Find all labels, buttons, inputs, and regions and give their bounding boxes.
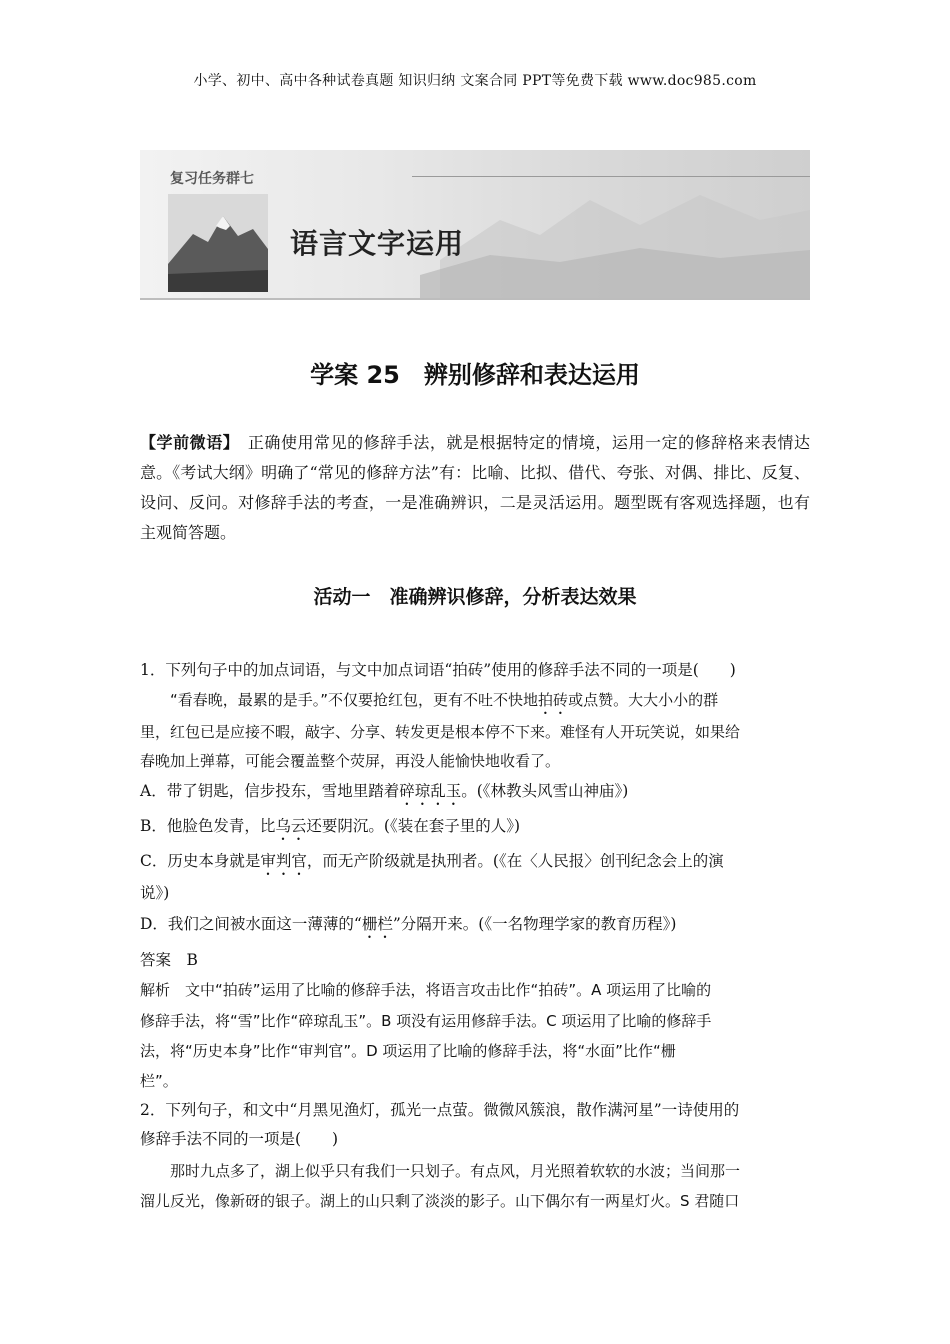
q2-passage-line: 那时九点多了，湖上似乎只有我们一只划子。有点风，月光照着软软的水波；当间那一 <box>170 1162 741 1180</box>
q1-option-c <box>140 846 810 879</box>
banner-title: 语言文字运用 <box>290 227 465 260</box>
q1-analysis-line: 解析 文中“拍砖”运用了比喻的修辞手法，将语言攻击比作“拍砖”。A 项运用了比喻的 <box>140 981 712 999</box>
option-text: B．他脸色发青，比 <box>140 817 276 835</box>
option-text: C．历史本身就是 <box>140 852 261 870</box>
q1-answer: 答案 B <box>140 951 198 969</box>
q1-option-b <box>140 811 810 844</box>
section-heading: 活动一 准确辨识修辞，分析表达效果 <box>313 586 637 608</box>
intro-paragraph <box>140 428 810 548</box>
intro-label: 【学前微语】 <box>140 433 232 452</box>
q1-option-a <box>140 776 810 809</box>
option-dotted: 审判官 <box>260 852 307 870</box>
intro-text: 正确使用常见的修辞手法，就是根据特定的情境，运用一定的修辞格来表情达意。《考试大纲》明确了“常见的修辞方法”有：比喻、比拟、借代、夸张、对偶、排比、反复、设问、反问。对修辞手法的考查，一是准确辨识，二是灵活运用。题型既有客观选择题，也有主观简答题。 <box>140 433 810 542</box>
page-title: 学案 25 辨别修辞和表达运用 <box>310 361 640 389</box>
option-dotted: 碎琼乱玉 <box>399 782 462 800</box>
option-dotted: 乌云 <box>275 817 307 835</box>
q1-passage-line: 里，红包已是应接不暇，敲字、分享、转发更是根本停不下来。难怪有人开玩笑说，如果给 <box>140 723 741 741</box>
q1-option-d <box>140 909 810 942</box>
q1-analysis-line: 修辞手法，将“雪”比作“碎琼乱玉”。B 项没有运用修辞手法。C 项运用了比喻的修辞手 <box>140 1012 712 1030</box>
q1-stem: 1．下列句子中的加点词语，与文中加点词语“拍砖”使用的修辞手法不同的一项是( ) <box>140 661 736 679</box>
q2-passage-line: 溜儿反光，像新砑的银子。湖上的山只剩了淡淡的影子。山下偶尔有一两星灯火。S 君随口 <box>140 1192 740 1210</box>
option-dotted: 栅栏 <box>361 915 393 933</box>
option-text: ”分隔开来。(《一名物理学家的教育历程》) <box>392 915 677 933</box>
banner-subtitle: 复习任务群七 <box>170 171 254 187</box>
q1-analysis-line: 法，将“历史本身”比作“审判官”。D 项运用了比喻的修辞手法，将“水面”比作“栅 <box>140 1042 676 1060</box>
q1-option-c-cont: 说》) <box>140 884 170 902</box>
banner-rule <box>412 176 810 177</box>
q1-passage-line: 春晚加上弹幕，可能会覆盖整个荧屏，再没人能愉快地收看了。 <box>140 752 561 770</box>
site-header: 小学、初中、高中各种试卷真题 知识归纳 文案合同 PPT等免费下载 www.doc985.com <box>193 73 757 89</box>
option-text: A．带了钥匙，信步投东，雪地里踏着 <box>140 782 400 800</box>
section-banner <box>140 150 810 300</box>
option-text: 还要阴沉。(《装在套子里的人》) <box>306 817 521 835</box>
q1-passage-text: “看春晚，最累的是手。”不仅要抢红包，更有不吐不快地 <box>170 691 539 709</box>
option-text: D．我们之间被水面这一薄薄的“ <box>140 915 362 933</box>
q2-stem: 2．下列句子，和文中“月黑见渔灯，孤光一点萤。微微风簇浪，散作满河星”一诗使用的 <box>140 1101 740 1119</box>
mountain-photo <box>168 194 268 292</box>
q1-passage-text: 或点赞。大大小小的群 <box>568 691 719 709</box>
option-text: 。(《林教头风雪山神庙》) <box>461 782 629 800</box>
option-text: ，而无产阶级就是执刑者。(《在〈人民报〉创刊纪念会上的演 <box>306 852 724 870</box>
q2-stem-cont: 修辞手法不同的一项是( ) <box>140 1130 339 1148</box>
q1-passage-dotted: 拍砖 <box>538 691 569 709</box>
q1-analysis-line: 栏”。 <box>140 1072 178 1090</box>
q1-passage-line <box>140 685 840 718</box>
